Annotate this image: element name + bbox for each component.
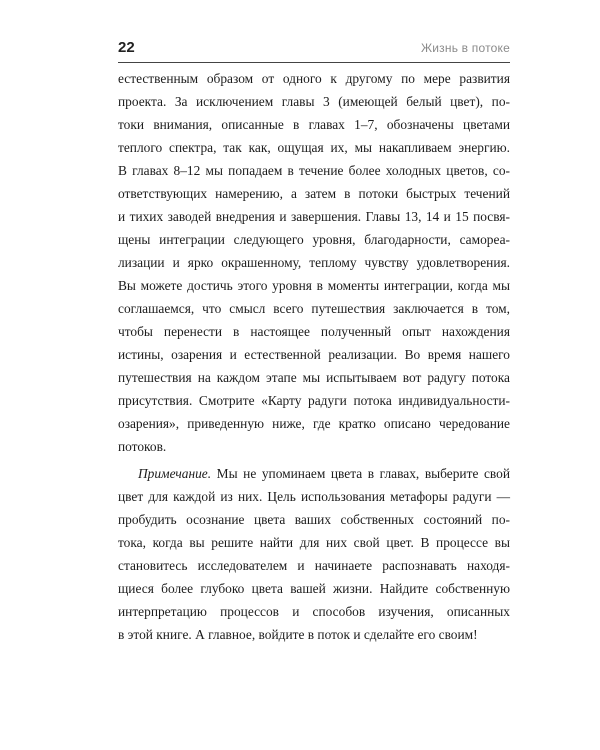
text-line: Вы можете достичь этого уровня в моменты интеграции, когда мы bbox=[118, 278, 510, 293]
page-header bbox=[118, 38, 510, 63]
text-line: озарения», приведенную ниже, где кратко описано чередование bbox=[118, 416, 510, 431]
paragraph-1 bbox=[118, 67, 510, 458]
text-line: В главах 8–12 мы попадаем в течение более холодных цветов, со- bbox=[118, 163, 510, 178]
text-line: ответствующих намерению, а затем в потоки быстрых течений bbox=[118, 186, 510, 201]
text-line bbox=[118, 462, 510, 485]
note-label: Примечание. bbox=[138, 466, 212, 481]
text-line: лизации и ярко окрашенному, теплому чувству удовлетворения. bbox=[118, 255, 510, 270]
text-line: в этой книге. А главное, войдите в поток и сделайте его своим! bbox=[118, 627, 478, 642]
paragraph-2 bbox=[118, 462, 510, 646]
text-line: щиеся более глубоко цвета вашей жизни. Найдите собственную bbox=[118, 581, 510, 596]
text-line: тока, когда вы решите найти для них свой цвет. В процессе вы bbox=[118, 535, 510, 550]
text-line: становитесь исследователем и начинаете распознавать находя- bbox=[118, 558, 510, 573]
text-body bbox=[118, 67, 510, 646]
text-line: проекта. За исключением главы 3 (имеющей белый цвет), по- bbox=[118, 94, 510, 109]
note-first-line: Мы не упоминаем цвета в главах, выберите свой bbox=[211, 466, 510, 481]
text-line: присутствия. Смотрите «Карту радуги потока индивидуальности- bbox=[118, 393, 510, 408]
text-line: токи внимания, описанные в главах 1–7, обозначены цветами bbox=[118, 117, 510, 132]
page-number: 22 bbox=[118, 39, 135, 56]
text-line: щены интеграции следующего уровня, благодарности, самореа- bbox=[118, 232, 510, 247]
text-line: потоков. bbox=[118, 439, 167, 454]
text-line: истины, озарения и естественной реализации. Во время нашего bbox=[118, 347, 510, 362]
text-line: теплого спектра, так как, ощущая их, мы накапливаем энергию. bbox=[118, 140, 510, 155]
text-line: путешествия на каждом этапе мы испытываем вот радугу потока bbox=[118, 370, 510, 385]
text-line: соглашаемся, что смысл всего путешествия заключается в том, bbox=[118, 301, 510, 316]
running-title: Жизнь в потоке bbox=[420, 41, 510, 55]
text-line: цвет для каждой из них. Цель использования метафоры радуги — bbox=[118, 489, 510, 504]
text-line: пробудить осознание цвета ваших собственных состояний по- bbox=[118, 512, 510, 527]
text-line: интерпретацию процессов и способов изучения, описанных bbox=[118, 604, 510, 619]
text-line: и тихих заводей внедрения и завершения. Главы 13, 14 и 15 посвя- bbox=[118, 209, 510, 224]
text-line: естественным образом от одного к другому по мере развития bbox=[118, 71, 510, 86]
text-line: чтобы перенести в настоящее полученный опыт нахождения bbox=[118, 324, 510, 339]
